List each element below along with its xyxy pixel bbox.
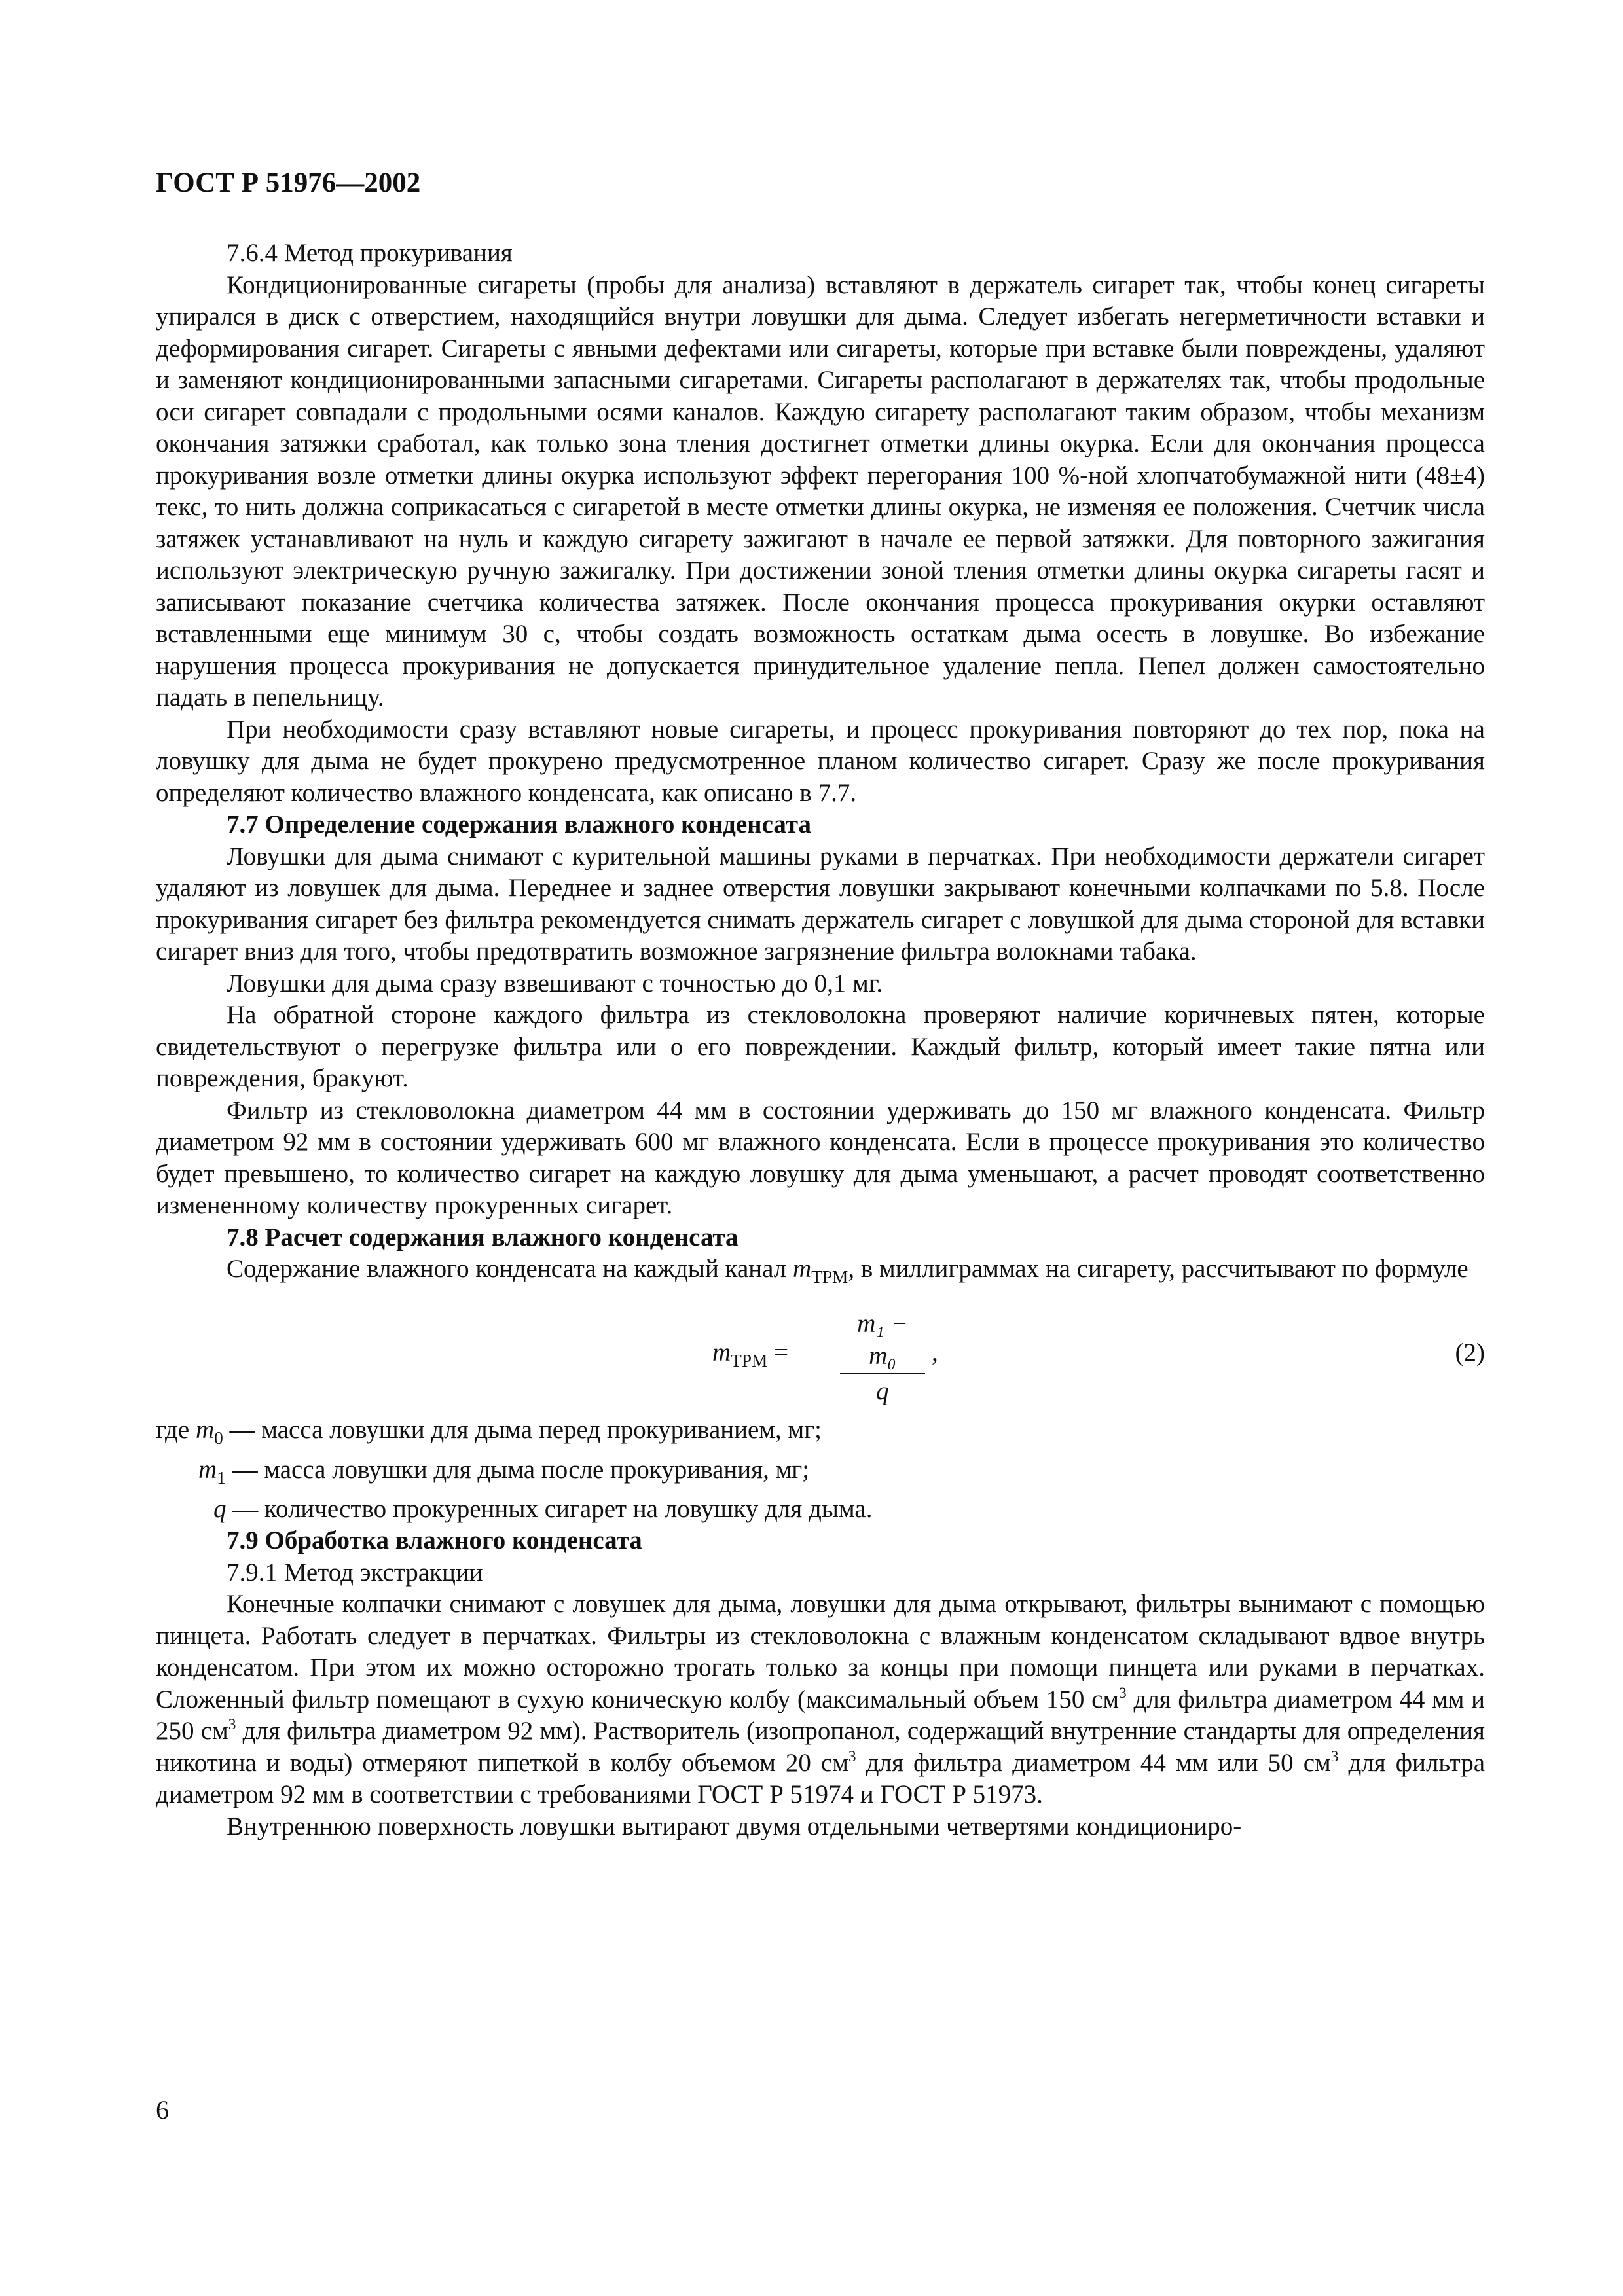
paragraph-7-7-2: Ловушки для дыма сразу взвешивают с точностью до 0,1 мг. [227,969,883,997]
formula-numerator: m₁ − m₀ [840,1308,925,1374]
paragraph-7-8-1: Содержание влажного конденсата на каждый канал $m_{TPM}$, в миллиграммах на сигарету, рассчитывают по формуле [227,1255,1468,1287]
page-content [156,167,1485,1842]
page-number: 6 [156,2095,169,2125]
document-header: ГОСТ Р 51976—2002 [156,168,421,198]
paragraph-7-6-4-2: При необходимости сразу вставляют новые сигареты, и процесс прокуривания повторяют до тех пор, пока на ловушку для дыма не будет прокурено предусмотренное планом количество сигарет. Сразу же после прокуривания определяют количество влажного конденсата, как описано в 7.7. [156,715,1485,807]
legend-m0: где $m_0$ — масса ловушки для дыма перед прокуриванием, мг; [156,1416,822,1448]
formula-comma: , [932,1338,938,1367]
subsection-title-7-9-1: 7.9.1 Метод экстракции [227,1558,483,1587]
paragraph-7-7-3: На обратной стороне каждого фильтра из стекловолокна проверяют наличие коричневых пятен, которые свидетельствуют о перегрузке фильтра или о его повреждении. Каждый фильтр, который имеет такие пятна или повреждения, бракуют. [156,1001,1485,1092]
paragraph-7-7-4: Фильтр из стекловолокна диаметром 44 мм в состоянии удерживать до 150 мг влажного конденсата. Фильтр диаметром 92 мм в состоянии удерживать 600 мг влажного конденсата. Если в процессе прокуривания это количество будет превышено, то количество сигарет на каждую ловушку для дыма уменьшают, а расчет проводят соответственно измененному количеству прокуренных сигарет. [156,1096,1485,1219]
section-title-7-9: 7.9 Обработка влажного конденсата [227,1526,642,1555]
formula-number: (2) [1455,1338,1485,1367]
formula-lhs: $m_{TPM}$ = [712,1338,789,1371]
subsection-title-7-6-4: 7.6.4 Метод прокуривания [227,239,513,267]
paragraph-7-9-1-2: Внутреннюю поверхность ловушки вытирают двумя отдельными четвертями кондициониро- [227,1812,1242,1840]
paragraph-7-9-1-1: Конечные колпачки снимают с ловушек для дыма, ловушки для дыма открывают, фильтры вынимают с помощью пинцета. Работать следует в перчатках. Фильтры из стекловолокна с влажным конденсатом складывают вдвое внутрь конденсатом. При этом их можно осторожно трогать только за концы при помощи пинцета или руками в перчатках. Сложенный фильтр помещают в сухую коническую колбу (максимальный объем 150 $см^3$ для фильтра диаметром 44 мм и 250 $см^3$ для фильтра диаметром 92 мм). Растворитель (изопропанол, содержащий внутренние стандарты для определения никотина и воды) отмеряют пипеткой в колбу объемом 20 $см^3$ для фильтра диаметром 44 мм или 50 $см^3$ для фильтра диаметром 92 мм в соответствии с требованиями ГОСТ Р 51974 и ГОСТ Р 51973. [156,1590,1486,1809]
paragraph-7-6-4-1: Кондиционированные сигареты (пробы для анализа) вставляют в держатель сигарет так, чтобы конец сигареты упирался в диск с отверстием, находящийся внутри ловушки для дыма. Следует избегать негерметичности вставки и деформирования сигарет. Сигареты с явными дефектами или сигареты, которые при вставке были повреждены, удаляют и заменяют кондиционированными запасными сигаретами. Сигареты располагают в держателях так, чтобы продольные оси сигарет совпадали с продольными осями каналов. Каждую сигарету располагают таким образом, чтобы механизм окончания затяжки сработал, как только зона тления достигнет отметки длины окурка. Если для окончания процесса прокуривания возле отметки длины окурка используют эффект перегорания 100 %-ной хлопчатобумажной нити (48±4) текс, то нить должна соприкасаться с сигаретой в месте отметки длины окурка, не изменяя ее положения. Счетчик числа затяжек устанавливают на нуль и каждую сигарету зажигают в начале ее первой затяжки. Для повторного зажигания используют электрическую ручную зажигалку. При достижении зоной тления отметки длины окурка сигареты гасят и записывают показание счетчика количества затяжек. После окончания процесса прокуривания окурки оставляют вставленными еще минимум 30 с, чтобы создать возможность остаткам дыма осесть в ловушке. Во избежание нарушения процесса прокуривания не допускается принудительное удаление пепла. Пепел должен самостоятельно падать в пепельницу. [156,270,1485,711]
formula-denominator: q [876,1377,889,1406]
formula-2 [156,1303,1485,1414]
paragraph-7-7-1: Ловушки для дыма снимают с курительной машины руками в перчатках. При необходимости держатели сигарет удаляют из ловушек для дыма. Переднее и заднее отверстия ловушки закрывают конечными колпачками по 5.8. После прокуривания сигарет без фильтра рекомендуется снимать держатель сигарет с ловушкой для дыма стороной для вставки сигарет вниз для того, чтобы предотвратить возможное загрязнение фильтра волокнами табака. [156,842,1485,965]
legend-q: q — количество прокуренных сигарет на ловушку для дыма. [213,1494,873,1523]
section-title-7-7: 7.7 Определение содержания влажного конденсата [227,810,812,838]
formula-fraction [840,1308,925,1408]
legend-m1: $m_1$ — масса ловушки для дыма после прокуривания, мг; [198,1455,810,1488]
section-title-7-8: 7.8 Расчет содержания влажного конденсата [227,1223,739,1251]
